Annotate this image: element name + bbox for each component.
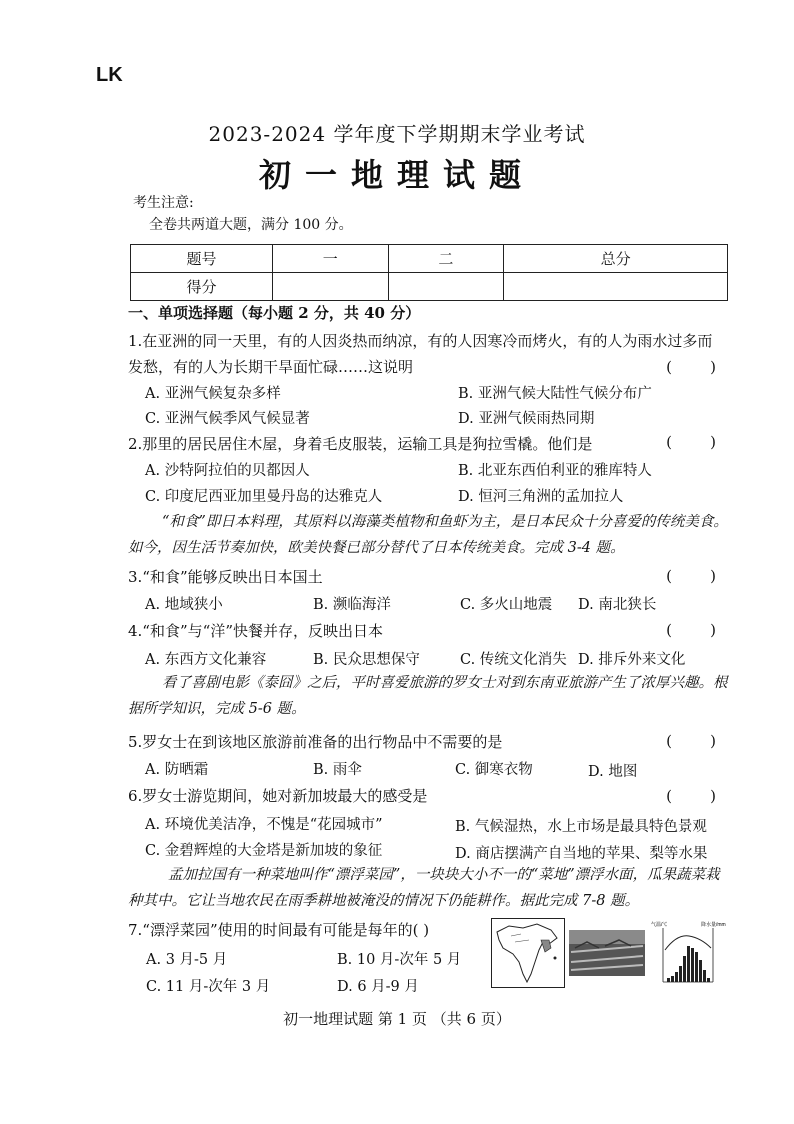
q4-option-a[interactable]: A. 东西方文化兼容 bbox=[145, 652, 267, 668]
score-input-cell[interactable] bbox=[388, 273, 504, 301]
score-cell: 一 bbox=[273, 245, 389, 273]
q6-option-b[interactable]: B. 气候湿热，水上市场是最具特色景观 bbox=[455, 819, 707, 835]
q3-answer-paren[interactable]: ( ) bbox=[666, 567, 716, 585]
score-cell: 二 bbox=[388, 245, 504, 273]
q5-option-a[interactable]: A. 防晒霜 bbox=[145, 762, 209, 778]
q2-option-c[interactable]: C. 印度尼西亚加里曼丹岛的达雅克人 bbox=[145, 489, 383, 505]
q5-option-d[interactable]: D. 地图 bbox=[588, 764, 638, 780]
notice-text: 全卷共两道大题，满分 100 分。 bbox=[149, 217, 353, 233]
passage-3-4: “和食”即日本料理，其原料以海藻类植物和鱼虾为主，是日本民众十分喜爱的传统美食。如今，因生活节奏加快，欧美快餐已部分替代了日本传统美食。完成 3-4 题。 bbox=[128, 514, 728, 556]
q1-option-a[interactable]: A. 亚洲气候复杂多样 bbox=[145, 386, 281, 402]
score-cell: 题号 bbox=[131, 245, 273, 273]
score-input-cell[interactable] bbox=[273, 273, 389, 301]
q3-option-a[interactable]: A. 地域狭小 bbox=[145, 597, 223, 613]
q5-option-b[interactable]: B. 雨伞 bbox=[313, 762, 362, 778]
q2-answer-paren[interactable]: ( ) bbox=[666, 433, 716, 451]
q4-option-d[interactable]: D. 排斥外来文化 bbox=[578, 652, 686, 668]
exam-title: 2023-2024 学年度下学期期末学业考试 bbox=[208, 122, 586, 146]
passage-5-6: 看了喜剧电影《泰囧》之后，平时喜爱旅游的罗女士对到东南亚旅游产生了浓厚兴趣。根据所学知识，完成 5-6 题。 bbox=[128, 675, 728, 717]
q6-option-a[interactable]: A. 环境优美洁净，不愧是“花园城市” bbox=[145, 817, 383, 833]
subject-title: 初一地理试题 bbox=[258, 156, 535, 194]
south-asia-map-icon bbox=[492, 919, 565, 988]
q4-option-b[interactable]: B. 民众思想保守 bbox=[313, 652, 420, 668]
score-input-cell[interactable] bbox=[504, 273, 728, 301]
passage-7-8: 孟加拉国有一种菜地叫作“漂浮菜园”，一块块大小不一的“菜地”漂浮水面，瓜果蔬菜栽种其中。它让当地农民在雨季耕地被淹没的情况下仍能耕作。据此完成 7-8 题。 bbox=[128, 867, 720, 909]
chart-left-label: 气温/℃ bbox=[651, 922, 668, 928]
floating-garden-photo-icon bbox=[569, 930, 645, 976]
section-heading: 一、单项选择题（每小题 2 分，共 40 分） bbox=[128, 304, 421, 322]
q7-option-d[interactable]: D. 6 月-9 月 bbox=[337, 979, 419, 995]
q3-option-d[interactable]: D. 南北狭长 bbox=[578, 597, 657, 613]
q3-option-c[interactable]: C. 多火山地震 bbox=[460, 597, 553, 613]
q6-stem: 6.罗女士游览期间，她对新加坡最大的感受是 bbox=[128, 787, 428, 805]
q7-option-b[interactable]: B. 10 月-次年 5 月 bbox=[337, 952, 462, 968]
q6-option-c[interactable]: C. 金碧辉煌的大金塔是新加坡的象征 bbox=[145, 843, 383, 859]
score-table bbox=[130, 244, 728, 301]
q1-option-d[interactable]: D. 亚洲气候雨热同期 bbox=[458, 411, 595, 427]
header-mark: LK bbox=[96, 64, 123, 86]
score-cell: 总分 bbox=[504, 245, 728, 273]
score-table-header-row bbox=[131, 245, 728, 273]
notice-heading: 考生注意: bbox=[133, 195, 194, 211]
q7-option-a[interactable]: A. 3 月-5 月 bbox=[146, 952, 228, 968]
q2-option-d[interactable]: D. 恒河三角洲的孟加拉人 bbox=[458, 489, 624, 505]
q5-option-c[interactable]: C. 御寒衣物 bbox=[455, 762, 533, 778]
q1-answer-paren[interactable]: ( ) bbox=[666, 358, 716, 376]
figure-panel bbox=[491, 918, 729, 988]
q7-option-c[interactable]: C. 11 月-次年 3 月 bbox=[146, 979, 271, 995]
chart-right-label: 降水量/mm bbox=[701, 922, 726, 928]
score-table-score-row bbox=[131, 273, 728, 301]
q3-option-b[interactable]: B. 濒临海洋 bbox=[313, 597, 391, 613]
q3-stem: 3.“和食”能够反映出日本国土 bbox=[128, 568, 323, 586]
q2-option-a[interactable]: A. 沙特阿拉伯的贝都因人 bbox=[145, 463, 310, 479]
q2-option-b[interactable]: B. 北亚东西伯利亚的雅库特人 bbox=[458, 463, 652, 479]
q4-stem: 4.“和食”与“洋”快餐并存，反映出日本 bbox=[128, 622, 383, 640]
score-cell: 得分 bbox=[131, 273, 273, 301]
page-footer: 初一地理试题 第 1 页 （共 6 页） bbox=[283, 1010, 511, 1028]
q4-option-c[interactable]: C. 传统文化消失 bbox=[460, 652, 567, 668]
q1-stem-line1: 1.在亚洲的同一天里，有的人因炎热而纳凉，有的人因寒冷而烤火，有的人为雨水过多而 bbox=[128, 332, 713, 350]
q1-stem-line2: 发愁，有的人为长期干旱面忙碌……这说明 bbox=[128, 358, 414, 376]
q5-answer-paren[interactable]: ( ) bbox=[666, 732, 716, 750]
q6-option-d[interactable]: D. 商店摆满产自当地的苹果、梨等水果 bbox=[455, 846, 708, 862]
q7-stem: 7.“漂浮菜园”使用的时间最有可能是每年的( ) bbox=[128, 921, 430, 939]
q2-stem: 2.那里的居民居住木屋，身着毛皮服装，运输工具是狗拉雪橇。他们是 bbox=[128, 435, 593, 453]
q4-answer-paren[interactable]: ( ) bbox=[666, 621, 716, 639]
q1-option-b[interactable]: B. 亚洲气候大陆性气候分布广 bbox=[458, 386, 652, 402]
q1-option-c[interactable]: C. 亚洲气候季风气候显著 bbox=[145, 411, 310, 427]
q6-answer-paren[interactable]: ( ) bbox=[666, 787, 716, 805]
climate-chart-icon bbox=[649, 919, 728, 988]
q5-stem: 5.罗女士在到该地区旅游前准备的出行物品中不需要的是 bbox=[128, 733, 503, 751]
